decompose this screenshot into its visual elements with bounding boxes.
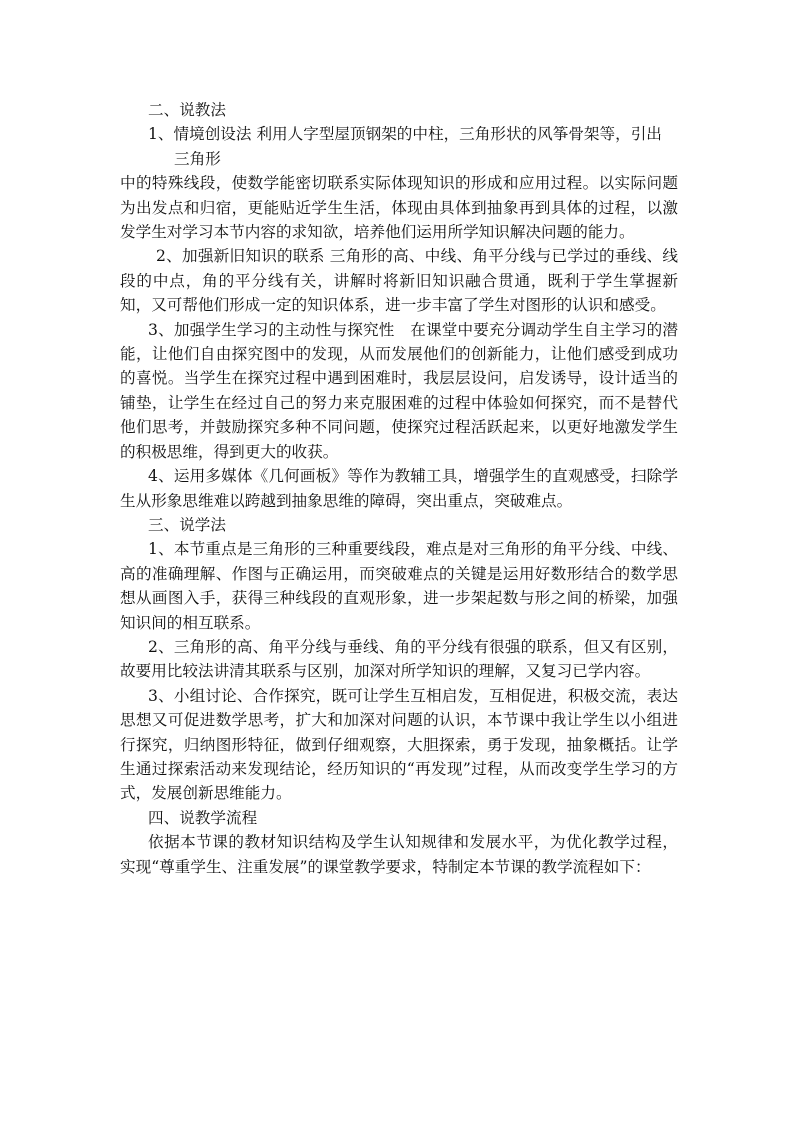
section-4-paragraph: 依据本节课的教材知识结构及学生认知规律和发展水平，为优化教学过程，实现“尊重学生、注重发展”的课堂教学要求，特制定本节课的教学流程如下： xyxy=(120,833,678,876)
section-3-item-1: 1、本节重点是三角形的三种重要线段，难点是对三角形的角平分线、中线、高的准确理解、作图与正确运用，而突破难点的关键是运用好数形结合的数学思想从画图入手，获得三种线段的直观形象，进一步架起数与形之间的桥梁，加强知识间的相互联系。 xyxy=(120,540,678,632)
section-2-item-3: 3、加强学生学习的主动性与探究性 在课堂中要充分调动学生自主学习的潜能，让他们自由探究图中的发现，从而发展他们的创新能力，让他们感受到成功的喜悦。当学生在探究过程中遇到困难时，我层层设问，启发诱导，设计适当的铺垫，让学生在经过自己的努力来克服困难的过程中体验如何探究，而不是替代他们思考，并鼓励探究多种不同问题，使探究过程活跃起来，以更好地激发学生的积极思维，得到更大的收获。 xyxy=(120,320,678,461)
section-3-item-3: 3、小组讨论、合作探究，既可让学生互相启发，互相促进，积极交流，表达思想又可促进数学思考，扩大和加深对问题的认识，本节课中我让学生以小组进行探究，归纳图形特征，做到仔细观察，大胆探索，勇于发现，抽象概括。让学生通过探索活动来发现结论，经历知识的“再发现”过程，从而改变学生学习的方式，发展创新思维能力。 xyxy=(120,686,678,803)
section-3-item-2: 2、三角形的高、角平分线与垂线、角的平分线有很强的联系，但又有区别，故要用比较法讲清其联系与区别，加深对所学知识的理解，又复习已学内容。 xyxy=(120,637,678,681)
section-2-heading: 二、说教法 xyxy=(148,101,226,119)
section-2-item-2: 2、加强新旧知识的联系 三角形的高、中线、角平分线与已学过的垂线、线段的中点，角的平分线有关，讲解时将新旧知识融合贯通，既利于学生掌握新知，又可帮他们形成一定的知识体系，进一步丰富了学生对图形的认识和感受。 xyxy=(120,247,678,315)
document-body xyxy=(120,98,678,879)
section-2-item-4: 4、运用多媒体《几何画板》等作为教辅工具，增强学生的直观感受，扫除学生从形象思维难以跨越到抽象思维的障碍，突出重点，突破难点。 xyxy=(120,467,678,510)
section-2-item-1-continuation: 三角形 xyxy=(174,149,221,168)
section-3-heading: 三、说学法 xyxy=(148,515,226,534)
section-2-item-1-lead: 1、情境创设法 利用人字型屋顶钢架的中柱，三角形状的风筝骨架等，引出 xyxy=(148,125,662,144)
section-4-heading: 四、说教学流程 xyxy=(148,808,258,827)
section-2-item-1-body: 中的特殊线段，使数学能密切联系实际体现知识的形成和应用过程。以实际问题为出发点和归宿，更能贴近学生生活，体现由具体到抽象再到具体的过程，以激发学生对学习本节内容的求知欲，培养他们运用所学知识解决问题的能力。 xyxy=(120,174,678,242)
